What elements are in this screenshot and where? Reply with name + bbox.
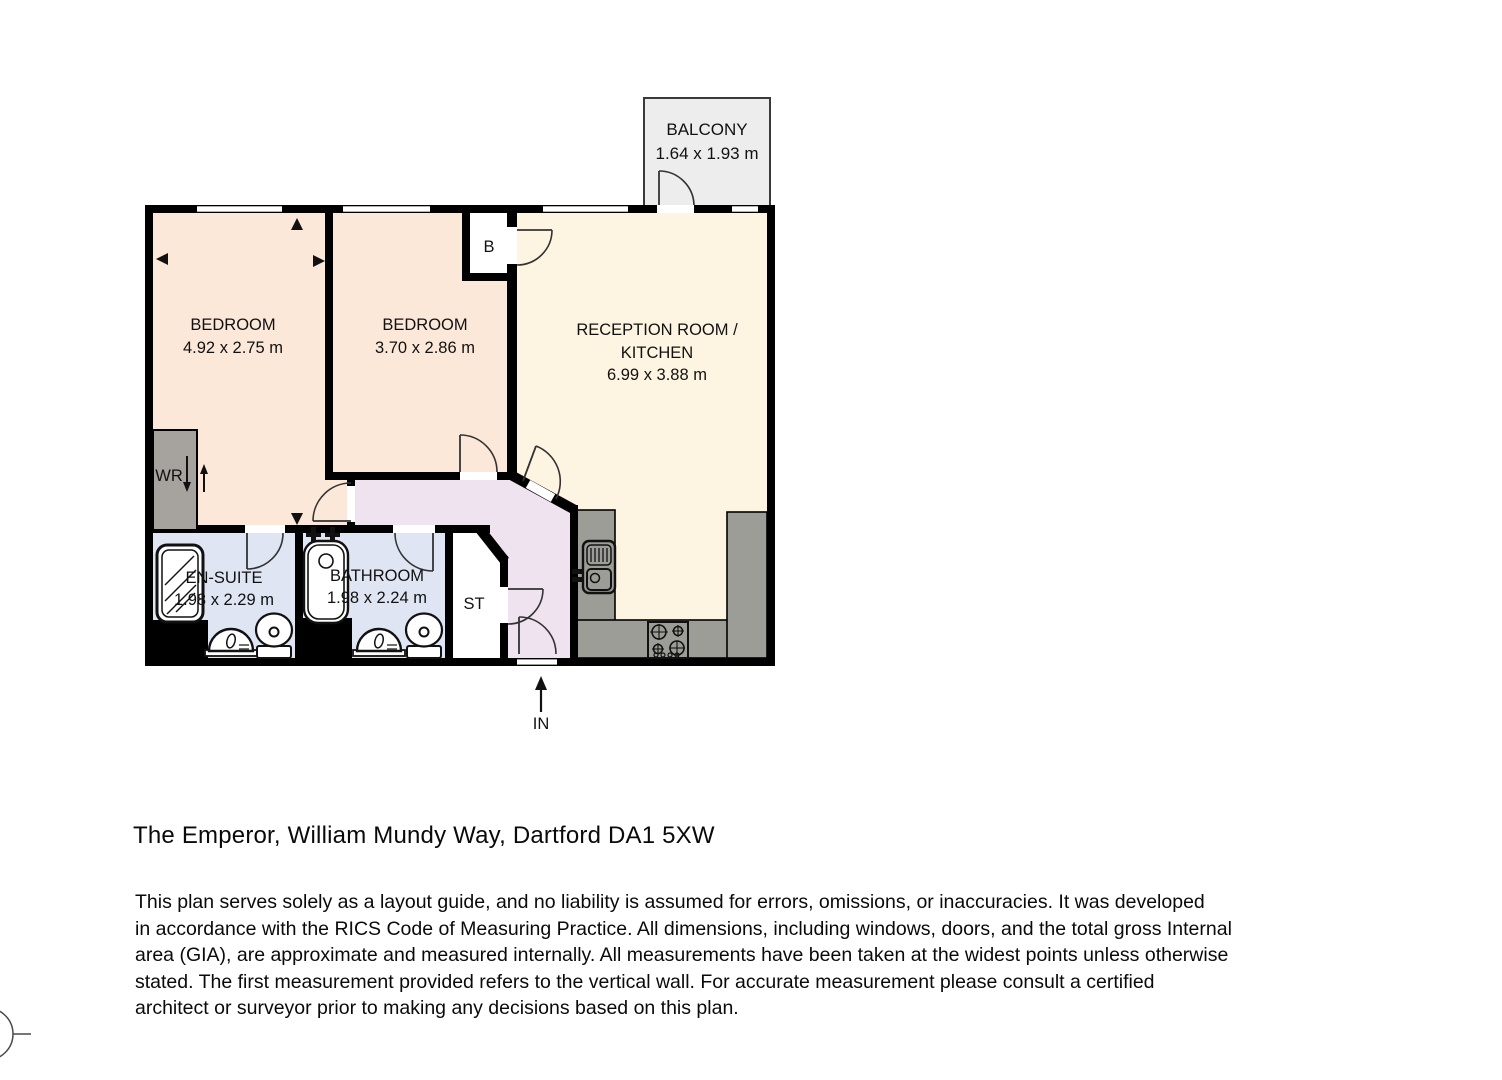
balcony-dims: 1.64 x 1.93 m [655,144,759,163]
entrance-arrow [535,676,547,712]
bedroom-left-window [197,206,282,211]
bedroom-middle-door-opening [460,472,497,480]
entrance-label: IN [532,715,550,733]
bathroom-door-opening [393,525,435,533]
balcony-label: BALCONY [666,120,748,139]
bedroom-left-dims: 4.92 x 2.75 m [183,339,283,357]
entrance-opening [517,659,557,664]
reception-dims: 6.99 x 3.88 m [607,366,707,384]
reception-label-line1: RECEPTION ROOM / [576,321,738,339]
boiler-door-opening [507,227,517,264]
bathroom-label: BATHROOM [329,567,425,585]
storage-door-opening [500,587,508,623]
stove-icon [648,622,688,658]
bedroom-middle-window [343,206,430,211]
compass-icon [0,1008,31,1060]
reception-label-line2: KITCHEN [620,344,694,362]
ensuite-dims: 1.98 x 2.29 m [174,591,274,609]
toilet-icon [256,614,292,659]
bedroom-middle-dims: 3.70 x 2.86 m [375,339,475,357]
bedroom-left-door-opening [347,486,355,522]
reception-window-left [543,206,628,211]
storage-label: ST [463,595,485,613]
toilet-icon [406,614,442,659]
disclaimer-line: in accordance with the RICS Code of Measuring Practice. All dimensions, including windows, doors, and the total gross Internal [135,917,1232,940]
disclaimer-line: area (GIA), are approximate and measured internally. All measurements have been taken at the widest points unless otherwise [135,944,1229,967]
bedroom-left-label: BEDROOM [190,316,276,334]
ensuite-door-opening [245,525,285,533]
bedroom-middle-label: BEDROOM [382,316,468,334]
disclaimer-text [135,889,1232,1022]
boiler-cupboard-label: B [483,238,495,256]
ensuite-label: EN-SUITE [185,569,263,587]
disclaimer-line: architect or surveyor prior to making any decisions based on this plan. [135,997,739,1020]
balcony-door-opening [657,205,694,213]
reception-window-right [732,206,758,211]
page-title: The Emperor, William Mundy Way, Dartford DA1 5XW [133,822,715,849]
disclaimer-line: This plan serves solely as a layout guide, and no liability is assumed for errors, omissions, or inaccuracies. It was developed [135,891,1205,913]
wardrobe-label: WR [155,467,183,485]
disclaimer-line: stated. The first measurement provided refers to the vertical wall. For accurate measurement please consult a certified [135,970,1155,993]
bathroom-dims: 1.98 x 2.24 m [327,589,427,607]
